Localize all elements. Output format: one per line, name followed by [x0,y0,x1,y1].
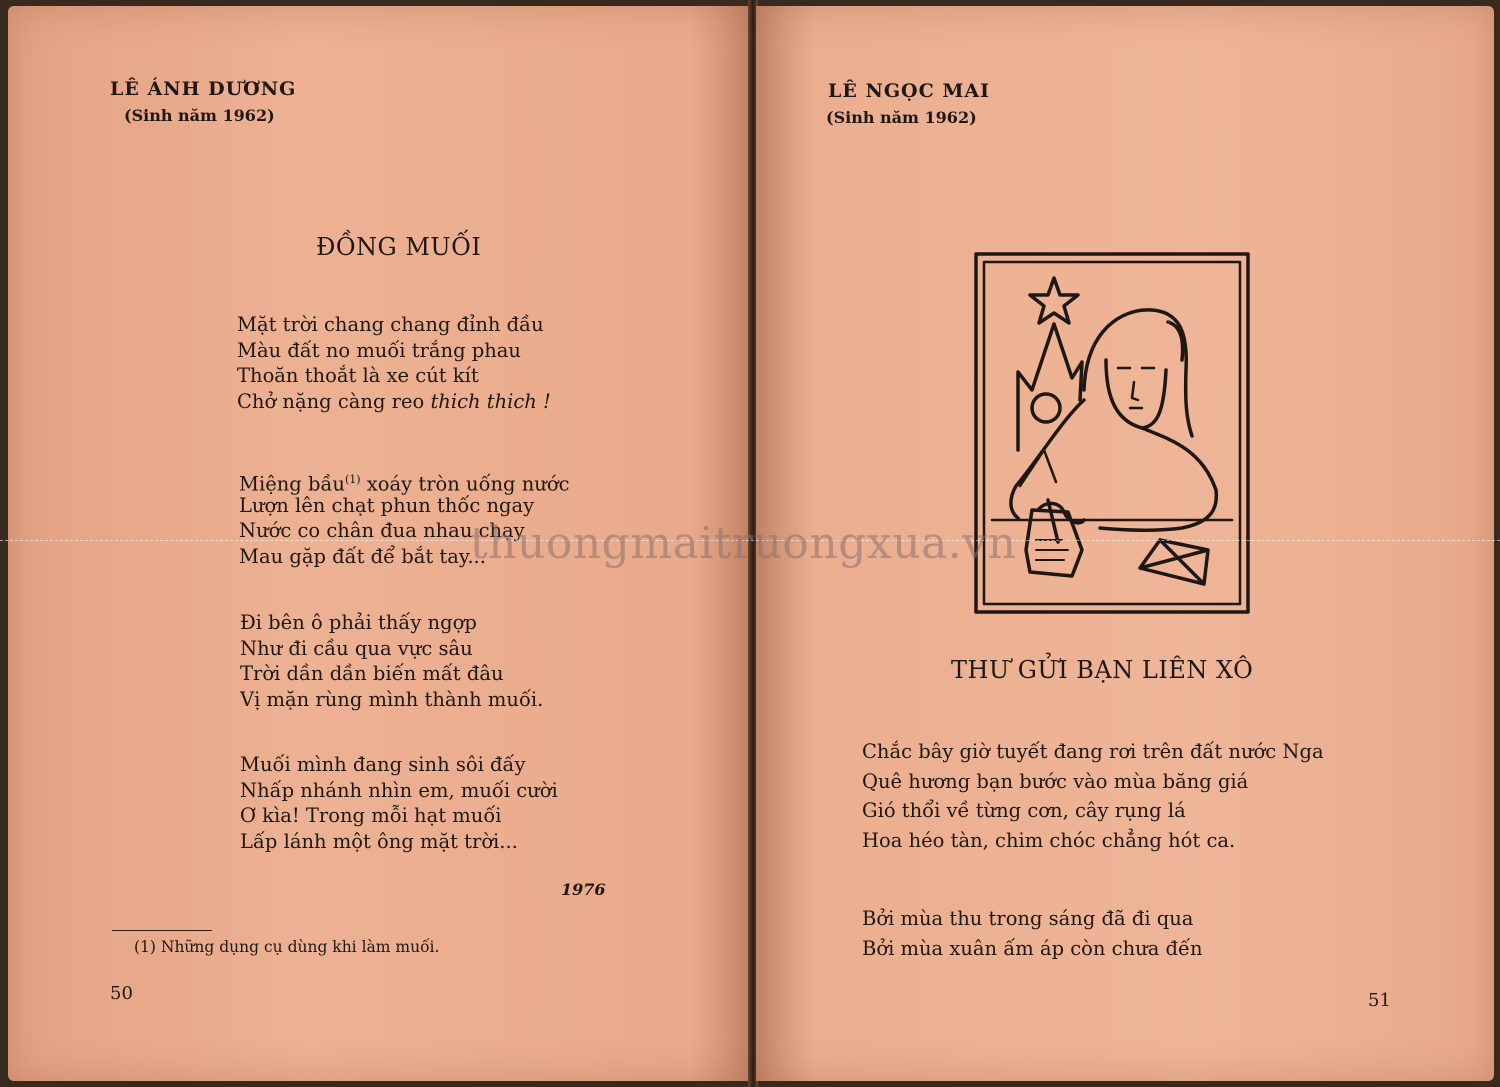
left-birth-year: (Sinh năm 1962) [124,106,275,125]
verse-line: Muối mình đang sinh sôi đấy [240,753,526,776]
star-icon [1030,278,1078,323]
verse-line: Như đi cầu qua vực sâu [240,636,473,660]
verse-line: Vị mặn rùng mình thành muối. [240,687,544,711]
page-number-left: 50 [110,983,133,1004]
verse-line: Mặt trời chang chang đỉnh đầu [237,313,544,336]
footnote-marker: (1) [344,473,361,486]
page-number-right: 51 [1368,990,1391,1011]
right-stanza-1 [862,737,1324,855]
verse-line: Đi bên ô phải thấy ngợp [240,611,477,634]
verse-line: Quê hương bạn bước vào mùa băng giá [862,769,1249,793]
right-birth-year: (Sinh năm 1962) [826,108,977,127]
verse-line: Ơ kìa! Trong mỗi hạt muối [240,804,502,827]
right-stanza-2 [862,904,1203,963]
verse-line: Mau gặp đất để bắt tay... [239,544,486,568]
verse-line: Gió thổi về từng cơn, cây rụng lá [862,799,1186,822]
verse-line: Thoăn thoắt là xe cút kít [237,364,479,387]
verse-line: Nước co chân đua nhau chạy [239,519,525,542]
verse-line: Bởi mùa xuân ấm áp còn chưa đến [862,936,1203,960]
child-face [1032,394,1060,422]
woman-face [1106,360,1166,428]
verse-line: Màu đất no muối trắng phau [237,338,521,362]
right-author: LÊ NGỌC MAI [828,80,990,102]
verse-line [239,467,570,496]
verse-line: Lấp lánh một ông mặt trời... [240,829,518,853]
verse-italic-text: thich thich ! [430,389,551,413]
footnote: (1) Những dụng cụ dùng khi làm muối. [134,938,440,956]
envelope-icon [1140,540,1208,584]
verse-line: Hoa héo tàn, chim chóc chẳng hót ca. [862,828,1236,852]
verse-line: Trời dần dần biến mất đâu [240,662,504,685]
footnote-divider [112,930,212,931]
verse-line: Bởi mùa thu trong sáng đã đi qua [862,907,1194,930]
left-stanza-3 [240,610,543,712]
left-author: LÊ ÁNH DƯƠNG [110,78,297,100]
verse-line: Chắc bây giờ tuyết đang rơi trên đất nước Nga [862,740,1324,763]
verse-text: Chở nặng càng reo [237,389,431,413]
poem-year: 1976 [561,880,606,899]
watermark: thuongmaitruongxua.vn [470,518,1017,569]
right-poem-title: THƯ GỬI BẠN LIÊN XÔ [951,656,1254,684]
tower-outline [1018,324,1082,450]
left-poem-title: ĐỒNG MUỐI [316,233,482,261]
verse-text: Miệng bầu [239,472,345,496]
verse-text: xoáy tròn uống nước [360,472,570,496]
verse-line [237,389,551,415]
verse-line: Nhấp nhánh nhìn em, muối cười [240,778,558,802]
left-stanza-1 [237,312,551,414]
verse-line: Lượn lên chạt phun thốc ngay [239,493,535,517]
left-stanza-4 [240,752,558,854]
